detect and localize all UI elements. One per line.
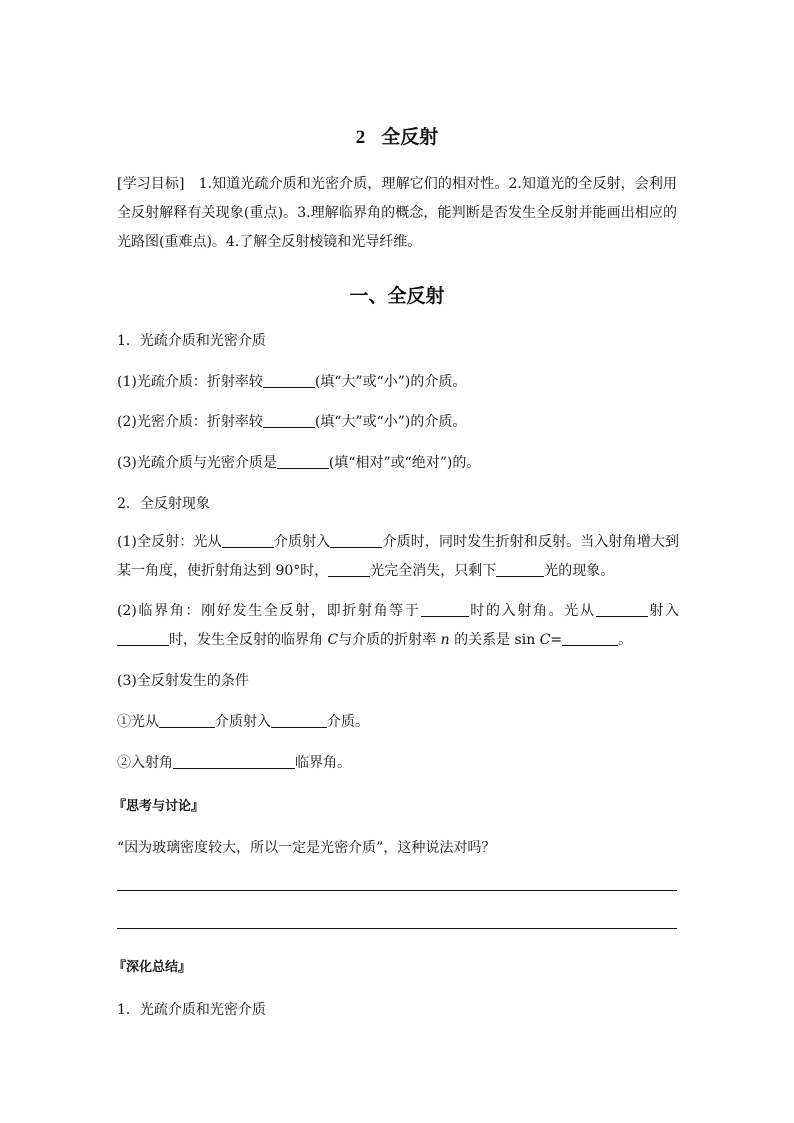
item2-1-text-d: 光完全消失，只剩下 [370,563,497,579]
condition-1 [117,711,369,731]
cond2-text-a: ②入射角 [117,755,173,771]
fill-blank[interactable] [159,713,215,728]
fill-blank[interactable] [263,373,315,388]
item1-2 [117,411,466,431]
item2-2-text-b: 时的入射角。光从 [468,603,596,619]
symbol-C: C [327,632,339,648]
fill-blank[interactable] [277,454,329,469]
item1-3-text-a: (3)光疏介质与光密介质是 [117,455,277,471]
fill-blank[interactable] [271,713,327,728]
item1-3-text-b: (填“相对”或“绝对”)的。 [328,455,481,471]
cond1-text-c: 介质。 [327,714,369,730]
item2-3: (3)全反射发生的条件 [117,673,249,689]
item2-2-text-a: (2)临界角：刚好发生全反射，即折射角等于 [117,603,421,619]
cond1-text-b: 介质射入 [215,714,271,730]
learning-objectives: [学习目标] 1.知道光疏介质和光密介质，理解它们的相对性。2.知道光的全反射，会利用全反射解释有关现象(重点)。3.理解临界角的概念，能判断是否发生全反射并能画出相应的光路图(重难点)。4.了解全反射棱镜和光导纤维。 [117,176,677,250]
item2-2-text-c: 射入 [647,603,679,619]
item2-2-text-e: 与介质的折射率 [338,632,441,648]
item2-2 [117,597,679,655]
item2-2-text-h: 。 [618,632,633,648]
cond2-text-b: 临界角。 [295,755,351,771]
fill-blank[interactable] [596,602,648,617]
item2-1 [117,528,679,586]
item1-2-text-b: (填“大”或“小”)的介质。 [314,414,467,430]
item2-1-text-e: 光的现象。 [544,563,615,579]
fill-blank[interactable] [562,631,618,646]
fill-blank[interactable] [222,533,274,548]
condition-2 [117,752,351,772]
lesson-title [0,122,794,149]
fill-blank[interactable] [330,533,382,548]
item2-1-text-b: 介质射入 [273,534,331,550]
section-heading: 一、全反射 [349,285,445,307]
item2-2-text-d: 时，发生全反射的临界角 [169,632,328,648]
item2-2-text-f: 的关系是 sin [449,632,540,648]
item2-1-text-c: 介质时，同时发生折射和反射。当入射角增大到某一角度，使折射角达到 90°时， [117,534,680,579]
symbol-C: C [539,632,551,648]
item1-2-text-a: (2)光密介质：折射率较 [117,414,263,430]
lesson-number: 2 [355,127,366,148]
fill-blank[interactable] [263,413,315,428]
equals-sign: = [550,632,563,648]
cond1-text-a: ①光从 [117,714,159,730]
answer-line[interactable] [117,928,677,929]
fill-blank[interactable] [117,631,169,646]
item1-title: 1．光疏介质和光密介质 [117,333,266,349]
summary-label: 『深化总结』 [113,960,192,975]
lesson-title-text: 全反射 [381,126,439,148]
item1-1-text-b: (填“大”或“小”)的介质。 [314,374,467,390]
item2-title: 2．全反射现象 [117,496,210,512]
fill-blank[interactable] [328,562,370,577]
symbol-n: n [440,632,450,648]
item1-1-text-a: (1)光疏介质：折射率较 [117,374,263,390]
fill-blank[interactable] [496,562,544,577]
item1-3 [117,452,480,472]
item1-1 [117,371,466,391]
item2-1-text-a: (1)全反射：光从 [117,534,222,550]
fill-blank[interactable] [421,602,469,617]
think-question: “因为玻璃密度较大，所以一定是光密介质”，这种说法对吗？ [117,840,496,856]
answer-line[interactable] [117,890,677,891]
summary-item1: 1．光疏介质和光密介质 [117,1002,266,1018]
fill-blank[interactable] [173,754,295,769]
think-discuss-label: 『思考与讨论』 [113,799,205,814]
